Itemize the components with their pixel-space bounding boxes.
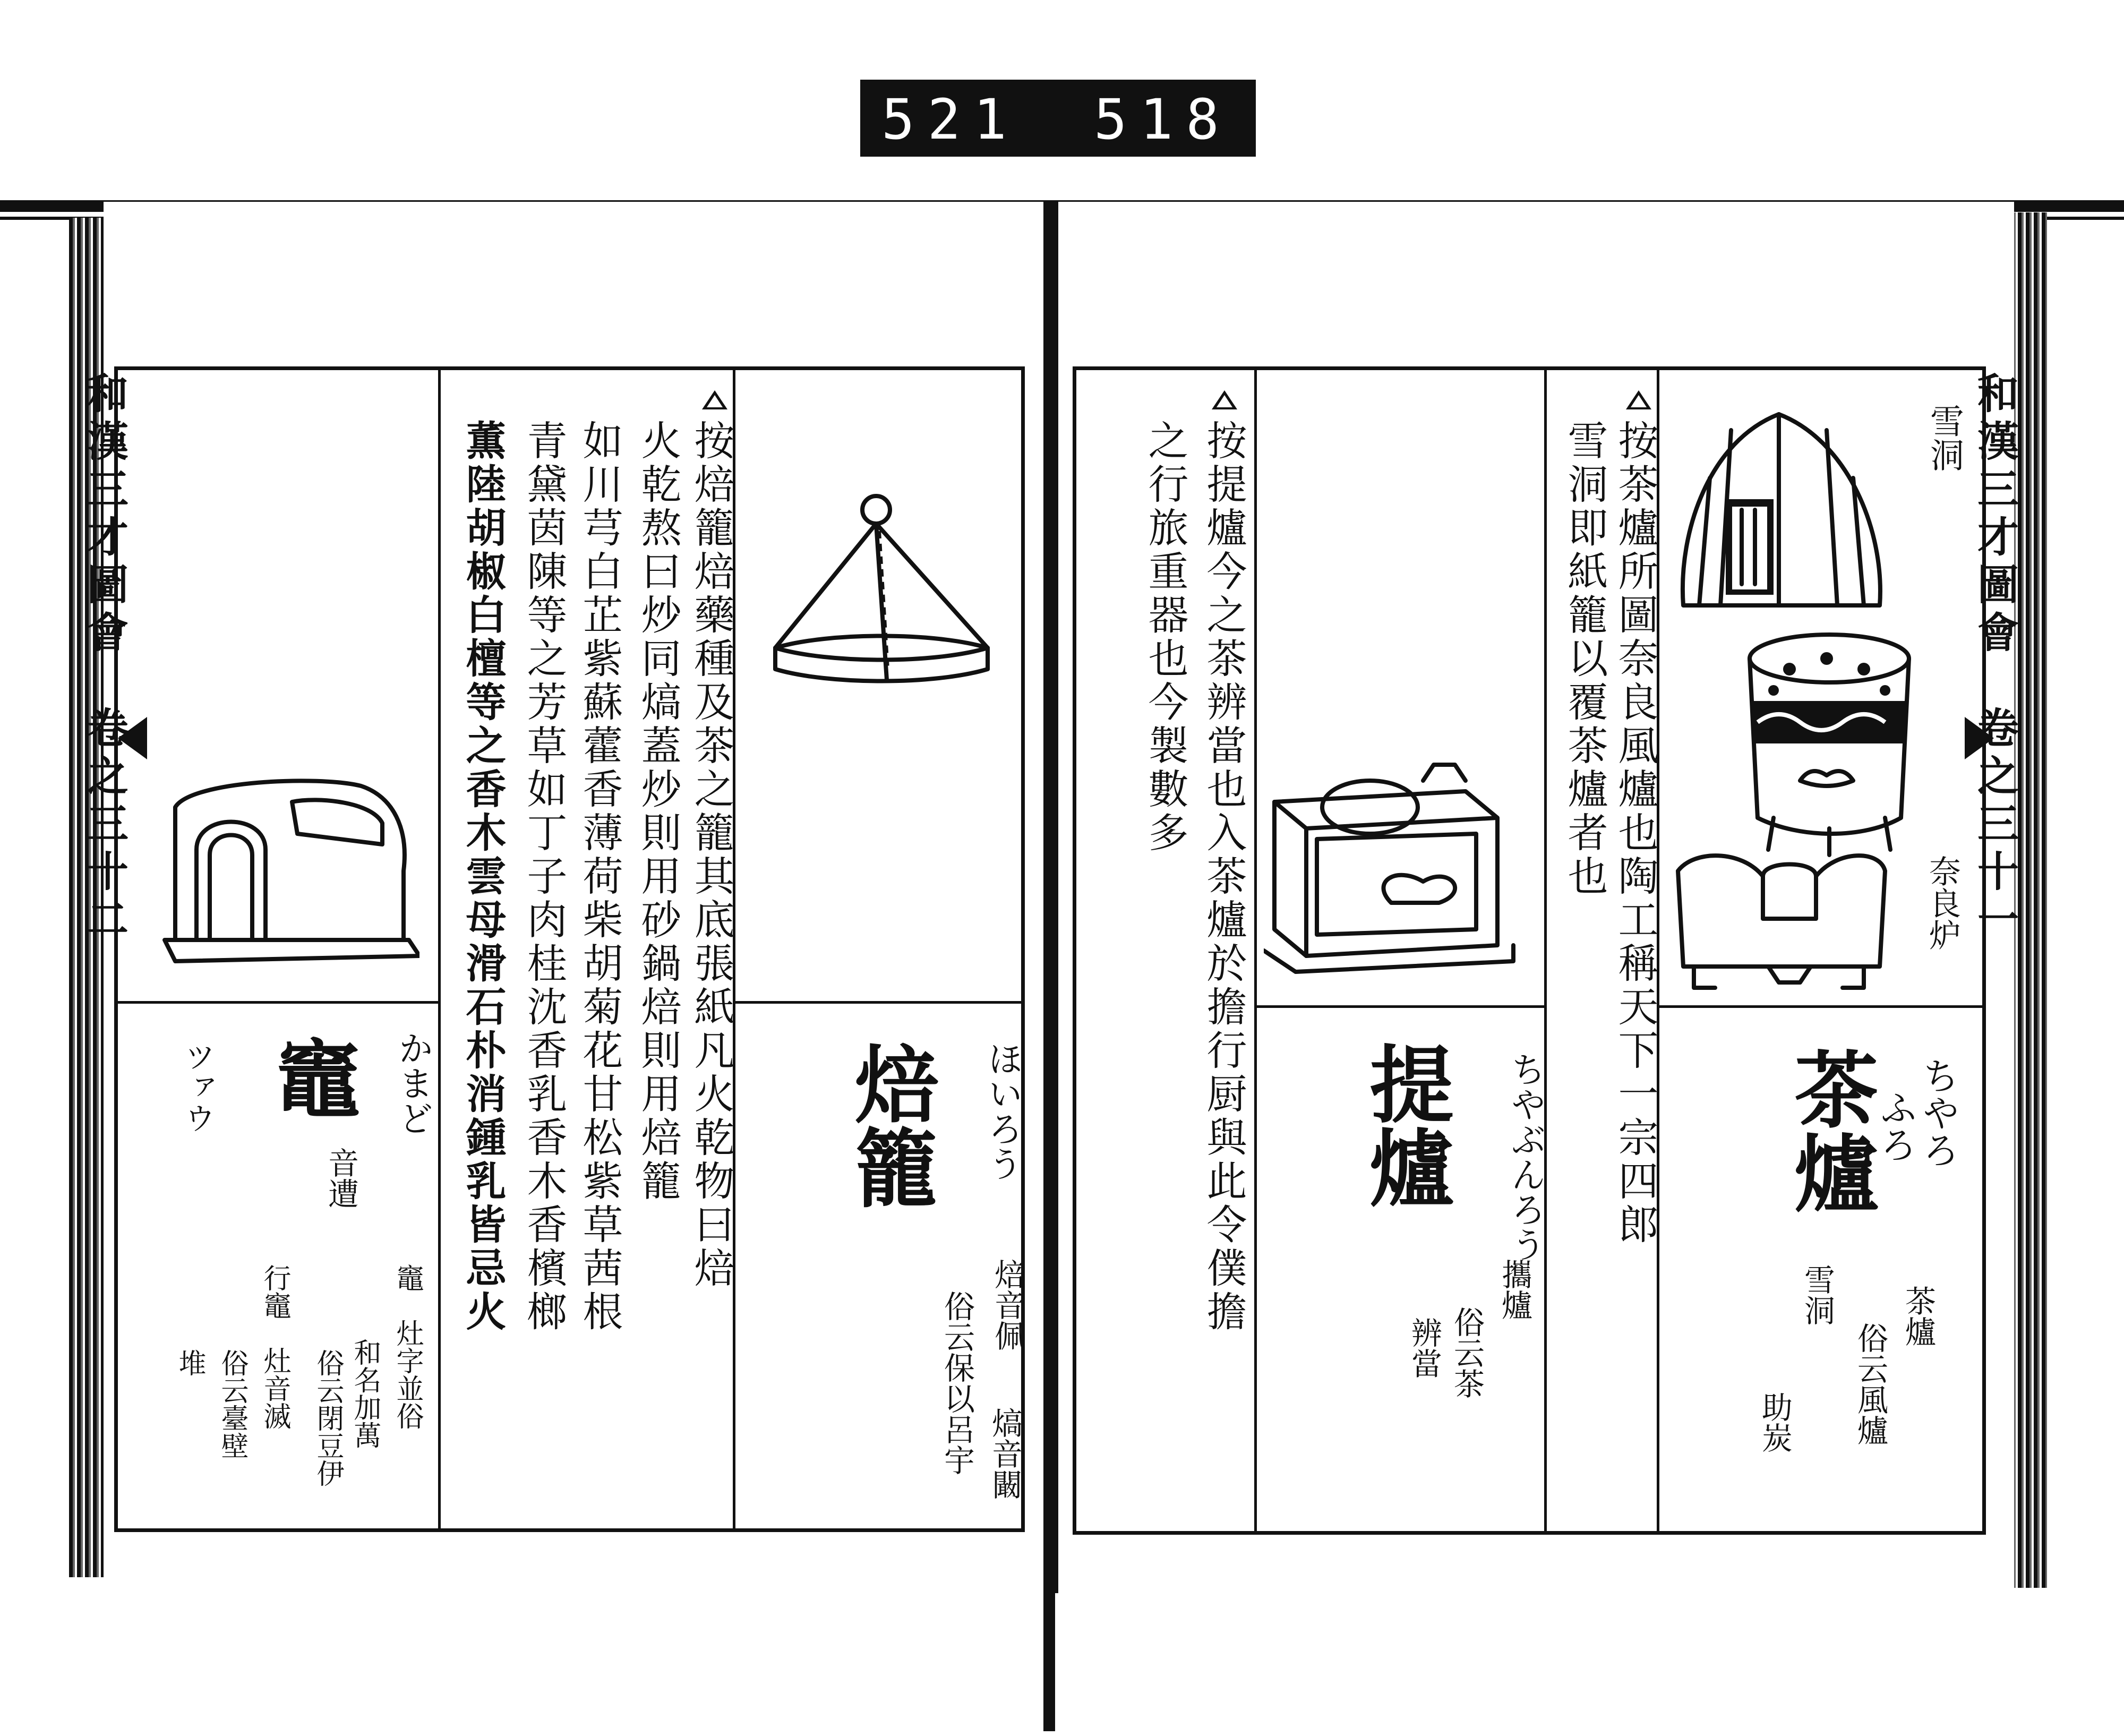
note-marker-sage-ro [1212, 390, 1237, 409]
frame-number-block [860, 80, 1256, 157]
kamado-reading: かまど [392, 1030, 433, 1135]
nara-furo-brazier-illustration [1750, 635, 1909, 855]
cha-ro-gloss-4: 助炭 [1757, 1391, 1793, 1453]
right-running-head: 和漢三才圖會 卷之三十一 [1971, 372, 2019, 945]
hoiro-drying-basket-illustration [765, 489, 998, 712]
kamado-gloss-6: 堆 [174, 1349, 205, 1376]
kamado-on-reading: 音遭 [323, 1147, 359, 1209]
left-hline-1 [117, 1001, 438, 1004]
setsudo-label: 雪洞 [1924, 404, 1964, 472]
frame-number-right: 518 [1094, 87, 1232, 152]
cha-ro-reading: ちやろ [1916, 1057, 1960, 1168]
sage-ro-gloss-3: 辨當 [1406, 1317, 1442, 1379]
right-hline-2 [1657, 1005, 1983, 1008]
right-divider-1 [1254, 369, 1257, 1532]
cha-ro-gloss-2: 俗云風爐 [1852, 1322, 1888, 1446]
cha-ro-gloss-1: 茶爐 [1900, 1285, 1936, 1347]
hoiro-note-col-2: 火乾熬曰炒同熇蓋炒則用砂鍋焙則用焙籠 [635, 420, 682, 1203]
sage-ro-carrier-illustration [1264, 743, 1540, 977]
hoiro-heading: 焙籠 [841, 1041, 939, 1209]
kamado-gloss-4: 行竈 灶音滅 [259, 1264, 290, 1430]
kamado-gloss-2: 和名加萬 [349, 1338, 381, 1449]
hoiro-note-col-5: 薫陸胡椒白檀等之香木雲母滑石朴消鍾乳皆忌火 [459, 420, 507, 1334]
hoiro-note-col-4: 青黛茵陳等之芳草如丁子肉桂沈香乳香木香檳榔 [520, 420, 568, 1334]
cha-ro-heading: 茶爐 [1780, 1046, 1879, 1214]
cha-ro-note-col-1: 按茶爐所圖奈良風爐也陶工稱天下一宗四郎 [1612, 420, 1659, 1247]
hoiro-note-col-1: 按焙籠焙藥種及茶之籠其底張紙凡火乾物曰焙 [688, 420, 735, 1290]
note-marker-hoiro [702, 390, 727, 409]
left-hline-2 [733, 1001, 1022, 1004]
sage-ro-note-col-1: 按提爐今之茶辨當也入茶爐於擔行厨與此令僕擔 [1200, 420, 1247, 1334]
cha-ro-reading-2: ふろ [1874, 1089, 1917, 1163]
cha-ro-illustrations [1662, 382, 1917, 998]
cha-ro-note-col-2: 雪洞即紙籠以覆茶爐者也 [1561, 420, 1608, 899]
sage-ro-heading: 提爐 [1356, 1041, 1454, 1209]
frame-number-left: 521 [881, 87, 1020, 152]
right-hline-1 [1254, 1005, 1544, 1008]
left-running-head: 和漢三才圖會 卷之三十二 [80, 372, 129, 945]
note-marker-cha-ro [1626, 390, 1651, 409]
book-gutter [1043, 202, 1055, 1731]
setsudo-paper-cover-illustration [1683, 414, 1880, 605]
cha-ro-gloss-3: 雪洞 [1799, 1264, 1835, 1325]
sage-ro-reading: ちやぶんろう [1505, 1051, 1546, 1262]
left-divider-1 [438, 369, 441, 1529]
hoiro-gloss-2: 俗云保以呂宇 [939, 1290, 975, 1475]
nara-kiln-brazier-illustration [1678, 856, 1885, 988]
kamado-stove-illustration [159, 765, 419, 967]
sage-ro-note-col-2: 之行旅重器也今製數多 [1142, 420, 1189, 855]
sage-ro-gloss-2: 俗云茶 [1449, 1306, 1485, 1399]
hoiro-gloss-1: 焙音佩 [989, 1259, 1025, 1351]
kamado-heading: 竈 [262, 1036, 360, 1119]
sage-ro-gloss-1: 攜爐 [1496, 1259, 1532, 1320]
kamado-gloss-5: 俗云臺壁 [216, 1349, 248, 1459]
hoiro-gloss-3: 熇音闞 [987, 1407, 1023, 1500]
hoiro-reading: ほいろう [982, 1041, 1023, 1181]
kamado-reading-tsao: ツァウ [179, 1041, 216, 1133]
right-divider-2 [1544, 369, 1547, 1532]
hoiro-note-col-3: 如川芎白芷紫蘇藿香薄荷柴胡菊花甘松紫草茜根 [576, 420, 623, 1334]
kamado-gloss-3: 俗云閉豆伊 [312, 1349, 344, 1487]
kamado-gloss-1: 竈 灶字並俗 [391, 1264, 423, 1430]
nara-label: 奈良炉 [1924, 855, 1961, 951]
